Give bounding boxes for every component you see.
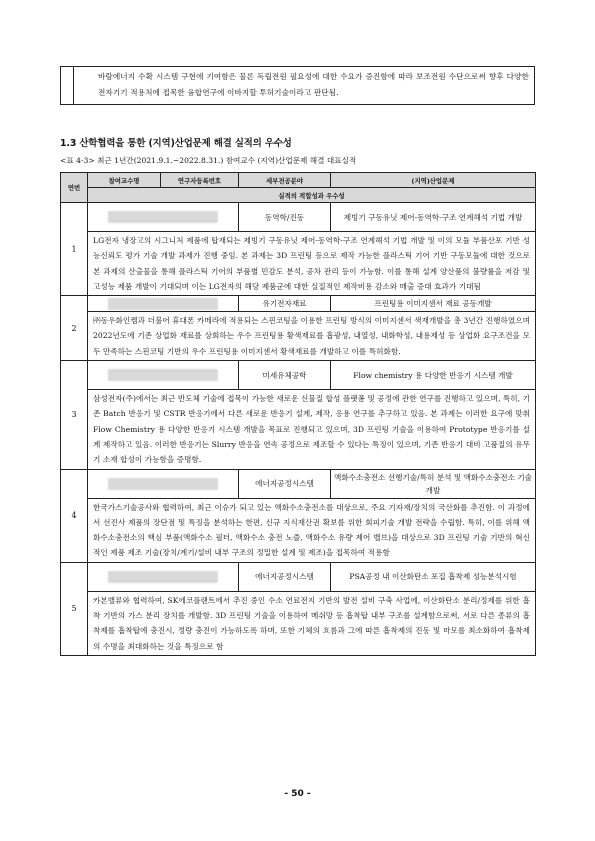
row-number: 5 xyxy=(61,562,88,655)
row-number: 1 xyxy=(61,203,88,296)
subheader-row xyxy=(61,188,536,203)
table-row xyxy=(61,469,536,498)
row-field: 유기전자재료 xyxy=(239,296,331,312)
section-title: 1.3 산학협력을 통한 (지역)산업문제 해결 실적의 우수성 xyxy=(60,138,292,149)
redaction-block xyxy=(108,478,218,490)
row-field: 에너지공정시스템 xyxy=(239,469,331,498)
table-row-description xyxy=(61,232,536,296)
row-field: 에너지공정시스템 xyxy=(239,562,331,591)
row-field: 동역학/진동 xyxy=(239,203,331,232)
gutter-cell xyxy=(61,67,74,105)
row-problem: 제빙기 구동유닛 제어-동역학-구조 연계해석 기법 개발 xyxy=(331,203,536,232)
header-professor: 참여교수명 xyxy=(88,173,161,188)
header-row xyxy=(61,173,536,188)
table-row xyxy=(61,296,536,312)
redacted-name xyxy=(88,203,239,232)
table-row xyxy=(61,203,536,232)
redaction-block xyxy=(108,571,218,583)
header-field: 세부전공분야 xyxy=(239,173,331,188)
row-description: 카본밸류와 협력하여, SK에코플랜트에서 추진 중인 수소 연료전지 기반의 발전 설비 구축 사업에, 이산화탄소 분리/정제를 위한 흡착 기반의 가스 분리 장치를 개발함. 3D 프린팅 기술을 이용하여 메쉬망 등 흡착탑 내부 구조를 설계함으로써, 서로 다른 종류의 흡착제를 흡착탑에 충진시, 정량 충진이 가능하도록 하며, 또한 기체의 흐름과 그에 따른 흡착제의 진동 및 마모를 최소화하여 흡착제의 수명을 최대화하는 것을 특징으로 함 xyxy=(88,591,536,655)
row-problem: 액화수소충전소 선행기술/특허 분석 및 액화수소충전소 기술 개발 xyxy=(331,469,536,498)
table-row xyxy=(61,562,536,591)
row-description: 한국가스기술공사와 협력하여, 최근 이슈가 되고 있는 액화수소충전소를 대상으로, 주요 기자재/장치의 국산화를 추진함. 이 과정에서 선진사 제품의 장단점 및 특징을 분석하는 한편, 신규 지식재산권 확보를 위한 회피기술 개발 전략을 수립함. 특히, 이를 위해 액화수소충전소의 핵심 부품(액화수소 필터, 액화수소 충전 노즐, 액화수소 유량 제어 밸브)을 대상으로 3D 프린팅 기술 기반의 혁신적인 제품 제조 기술(장치/계기/설비 내부 구조의 정밀한 설계 및 제조)을 접목하여 적용함 xyxy=(88,498,536,562)
table-caption: <표 4-3> 최근 1년간(2021.9.1.~2022.8.31.) 참여교수 (지역)산업문제 해결 대표실적 xyxy=(60,156,357,165)
subheader: 실적의 적합성과 우수성 xyxy=(88,188,536,203)
row-number: 2 xyxy=(61,296,88,361)
page-number: - 50 - xyxy=(284,789,311,799)
redaction-block xyxy=(108,211,218,223)
row-problem: PSA공정 내 이산화탄소 포집 흡착제 성능분석시험 xyxy=(331,562,536,591)
row-field: 미세유체공학 xyxy=(239,361,331,390)
table-row xyxy=(61,361,536,390)
row-number: 3 xyxy=(61,361,88,469)
row-description: 삼성전자(주)에서는 최근 반도체 기술에 접목이 가능한 새로운 신물질 합성 플랫폼 및 공정에 관한 연구를 진행하고 있으며, 특히, 기존 Batch 반응기 및 CSTR 반응기에서 다른 새로운 반응기 설계, 제작, 응용 연구를 추구하고 있음. 본 과제는 이러한 요구에 맞춰 Flow Chemistry 용 다양한 반응기 시스템 개발을 목표로 진행되고 있으며, 3D 프린팅 기술을 이용하여 Prototype 반응기를 설계 제작하고 있음. 이러한 반응기는 Slurry 반응을 연속 공정으로 제조할 수 있다는 특징이 있으며, 기존 반응기 대비 고품질의 유무기 소재 합성이 가능함을 증명함. xyxy=(88,390,536,469)
redaction-block xyxy=(108,298,218,310)
table-row-description xyxy=(61,498,536,562)
table-row-description xyxy=(61,591,536,655)
header-registration: 연구자등록번호 xyxy=(161,173,239,188)
redacted-name xyxy=(88,296,239,312)
header-index: 연번 xyxy=(61,173,88,203)
row-description: LG전자 냉장고의 시그니처 제품에 탑재되는 제빙기 구동유닛 제어-동역학-구조 연계해석 기법 개발 및 이의 모듈 부품산포 기반 성능신뢰도 평가 기술 개발 과제가 진행 중임. 본 과제는 3D 프린팅 등으로 제작 가능한 플라스틱 기어 기반 구동모듈에 대한 것으로 본 과제의 산출물을 통해 플라스틱 기어의 부품별 민감도 분석, 공차 관리 등이 가능함. 이를 통해 설계 양산품의 불량률을 저감 및 고성능 제품 개발이 기대되며 이는 LG전자의 해당 제품군에 대한 실질적인 제작비용 감소와 매출 증대 효과가 기대됨 xyxy=(88,232,536,296)
continuation-table xyxy=(60,66,535,105)
row-problem: 프린팅용 이미지센서 재료 공동개발 xyxy=(331,296,536,312)
redacted-name xyxy=(88,562,239,591)
table-row-description xyxy=(61,390,536,469)
redaction-block xyxy=(108,369,218,381)
row-description: ㈜동우화인켐과 더불어 휴대폰 카메라에 적용되는 스핀코팅을 이용한 프린팅 방식의 이미지센서 색재개발을 총 3년간 진행하였으며 2022년도에 기존 상업화 재료를 상회하는 우수 프린팅용 황색재료를 흡광성, 내열성, 내화학성, 내용제성 등 상업화 요구조건을 모두 만족하는 스핀코팅 기반의 우수 프린팅용 이미지센서 황색재료를 개발하고 이를 특허화함. xyxy=(88,312,536,361)
row-number: 4 xyxy=(61,469,88,562)
redacted-name xyxy=(88,469,239,498)
header-problem: (지역)산업문제 xyxy=(331,173,536,188)
results-table xyxy=(60,172,536,656)
redacted-name xyxy=(88,361,239,390)
table-row-description xyxy=(61,312,536,361)
intro-paragraph: 바람에너지 수확 시스템 구현에 기여함은 물론 독립전원 필요성에 대한 수요가 증진함에 따라 보조전원 수단으로써 향후 다양한 전자기기 적용처에 접목한 융합연구에 이바지할 투허기술이라고 판단됨. xyxy=(74,67,535,105)
row-problem: Flow chemistry 용 다양한 반응기 시스템 개발 xyxy=(331,361,536,390)
